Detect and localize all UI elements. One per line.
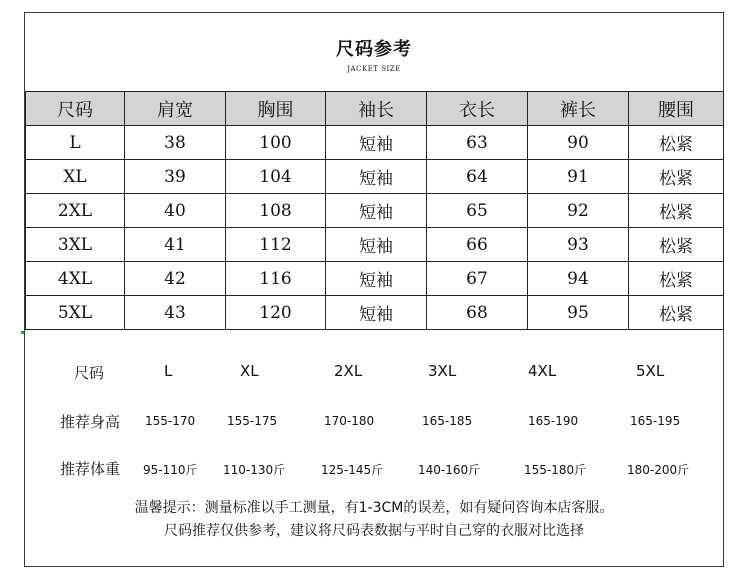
recommend-note: 尺码推荐仅供参考，建议将尺码表数据与平时自己穿的衣服对比选择 bbox=[164, 523, 584, 539]
cell-pants-length: 94 bbox=[528, 262, 629, 296]
size-table-row bbox=[26, 194, 724, 228]
recommend-height: 170-180 bbox=[324, 414, 375, 428]
cell-waist: 松紧 bbox=[629, 296, 724, 330]
cell-chest: 100 bbox=[226, 126, 326, 160]
cell-sleeve: 短袖 bbox=[326, 262, 427, 296]
cell-shoulder: 42 bbox=[125, 262, 226, 296]
recommend-size: 5XL bbox=[636, 362, 665, 380]
cell-size: L bbox=[26, 126, 125, 160]
recommend-size: XL bbox=[240, 362, 259, 380]
recommend-size: L bbox=[164, 362, 173, 380]
size-table-row bbox=[26, 228, 724, 262]
cell-pants-length: 91 bbox=[528, 160, 629, 194]
cell-pants-length: 93 bbox=[528, 228, 629, 262]
recommend-weight-row bbox=[24, 458, 724, 482]
cell-pants-length: 95 bbox=[528, 296, 629, 330]
header-sleeve: 袖长 bbox=[326, 92, 427, 126]
cell-length: 68 bbox=[427, 296, 528, 330]
cell-length: 64 bbox=[427, 160, 528, 194]
cell-sleeve: 短袖 bbox=[326, 126, 427, 160]
warm-tip-note: 温馨提示：测量标准以手工测量，有1-3CM的误差，如有疑问咨询本店客服。 bbox=[134, 500, 614, 516]
cell-size: 4XL bbox=[26, 262, 125, 296]
size-table bbox=[25, 91, 724, 330]
cell-chest: 112 bbox=[226, 228, 326, 262]
recommend-weight: 140-160斤 bbox=[418, 463, 481, 477]
cell-length: 63 bbox=[427, 126, 528, 160]
recommend-size-label: 尺码 bbox=[74, 364, 105, 382]
cell-shoulder: 43 bbox=[125, 296, 226, 330]
recommend-weight: 155-180斤 bbox=[524, 463, 587, 477]
recommend-size: 3XL bbox=[428, 362, 457, 380]
recommend-weight: 95-110斤 bbox=[143, 463, 198, 477]
cell-size: XL bbox=[26, 160, 125, 194]
header-size: 尺码 bbox=[26, 92, 125, 126]
corner-mark bbox=[21, 331, 24, 334]
cell-pants-length: 92 bbox=[528, 194, 629, 228]
cell-sleeve: 短袖 bbox=[326, 194, 427, 228]
cell-pants-length: 90 bbox=[528, 126, 629, 160]
cell-chest: 116 bbox=[226, 262, 326, 296]
recommend-height: 155-175 bbox=[227, 414, 278, 428]
chart-subtitle: JACKET SIZE bbox=[347, 65, 401, 73]
recommend-height: 165-190 bbox=[528, 414, 579, 428]
recommend-height: 165-195 bbox=[630, 414, 681, 428]
cell-sleeve: 短袖 bbox=[326, 228, 427, 262]
header-shoulder: 肩宽 bbox=[125, 92, 226, 126]
recommend-height-row bbox=[24, 411, 724, 435]
cell-size: 3XL bbox=[26, 228, 125, 262]
header-chest: 胸围 bbox=[226, 92, 326, 126]
cell-sleeve: 短袖 bbox=[326, 296, 427, 330]
recommend-size: 2XL bbox=[334, 362, 363, 380]
chart-header bbox=[25, 13, 723, 91]
recommend-height-label: 推荐身高 bbox=[60, 413, 121, 431]
size-table-row bbox=[26, 262, 724, 296]
cell-length: 67 bbox=[427, 262, 528, 296]
cell-chest: 108 bbox=[226, 194, 326, 228]
size-table-row bbox=[26, 296, 724, 330]
cell-waist: 松紧 bbox=[629, 262, 724, 296]
header-waist: 腰围 bbox=[629, 92, 724, 126]
cell-shoulder: 38 bbox=[125, 126, 226, 160]
recommend-size: 4XL bbox=[528, 362, 557, 380]
cell-shoulder: 40 bbox=[125, 194, 226, 228]
cell-length: 66 bbox=[427, 228, 528, 262]
header-length: 衣长 bbox=[427, 92, 528, 126]
size-table-row bbox=[26, 160, 724, 194]
recommendation-section bbox=[24, 350, 724, 490]
recommend-weight-label: 推荐体重 bbox=[60, 460, 121, 478]
chart-title: 尺码参考 bbox=[336, 39, 412, 60]
size-table-header-row bbox=[26, 92, 724, 126]
recommend-size-row bbox=[24, 362, 724, 386]
recommend-height: 165-185 bbox=[422, 414, 473, 428]
recommend-weight: 180-200斤 bbox=[627, 463, 690, 477]
cell-shoulder: 39 bbox=[125, 160, 226, 194]
recommend-weight: 125-145斤 bbox=[321, 463, 384, 477]
recommend-height: 155-170 bbox=[145, 414, 196, 428]
cell-waist: 松紧 bbox=[629, 194, 724, 228]
cell-size: 2XL bbox=[26, 194, 125, 228]
cell-waist: 松紧 bbox=[629, 228, 724, 262]
recommend-weight: 110-130斤 bbox=[223, 463, 286, 477]
cell-chest: 104 bbox=[226, 160, 326, 194]
cell-sleeve: 短袖 bbox=[326, 160, 427, 194]
cell-size: 5XL bbox=[26, 296, 125, 330]
cell-length: 65 bbox=[427, 194, 528, 228]
cell-shoulder: 41 bbox=[125, 228, 226, 262]
cell-waist: 松紧 bbox=[629, 160, 724, 194]
cell-waist: 松紧 bbox=[629, 126, 724, 160]
header-pants-length: 裤长 bbox=[528, 92, 629, 126]
cell-chest: 120 bbox=[226, 296, 326, 330]
size-table-row bbox=[26, 126, 724, 160]
